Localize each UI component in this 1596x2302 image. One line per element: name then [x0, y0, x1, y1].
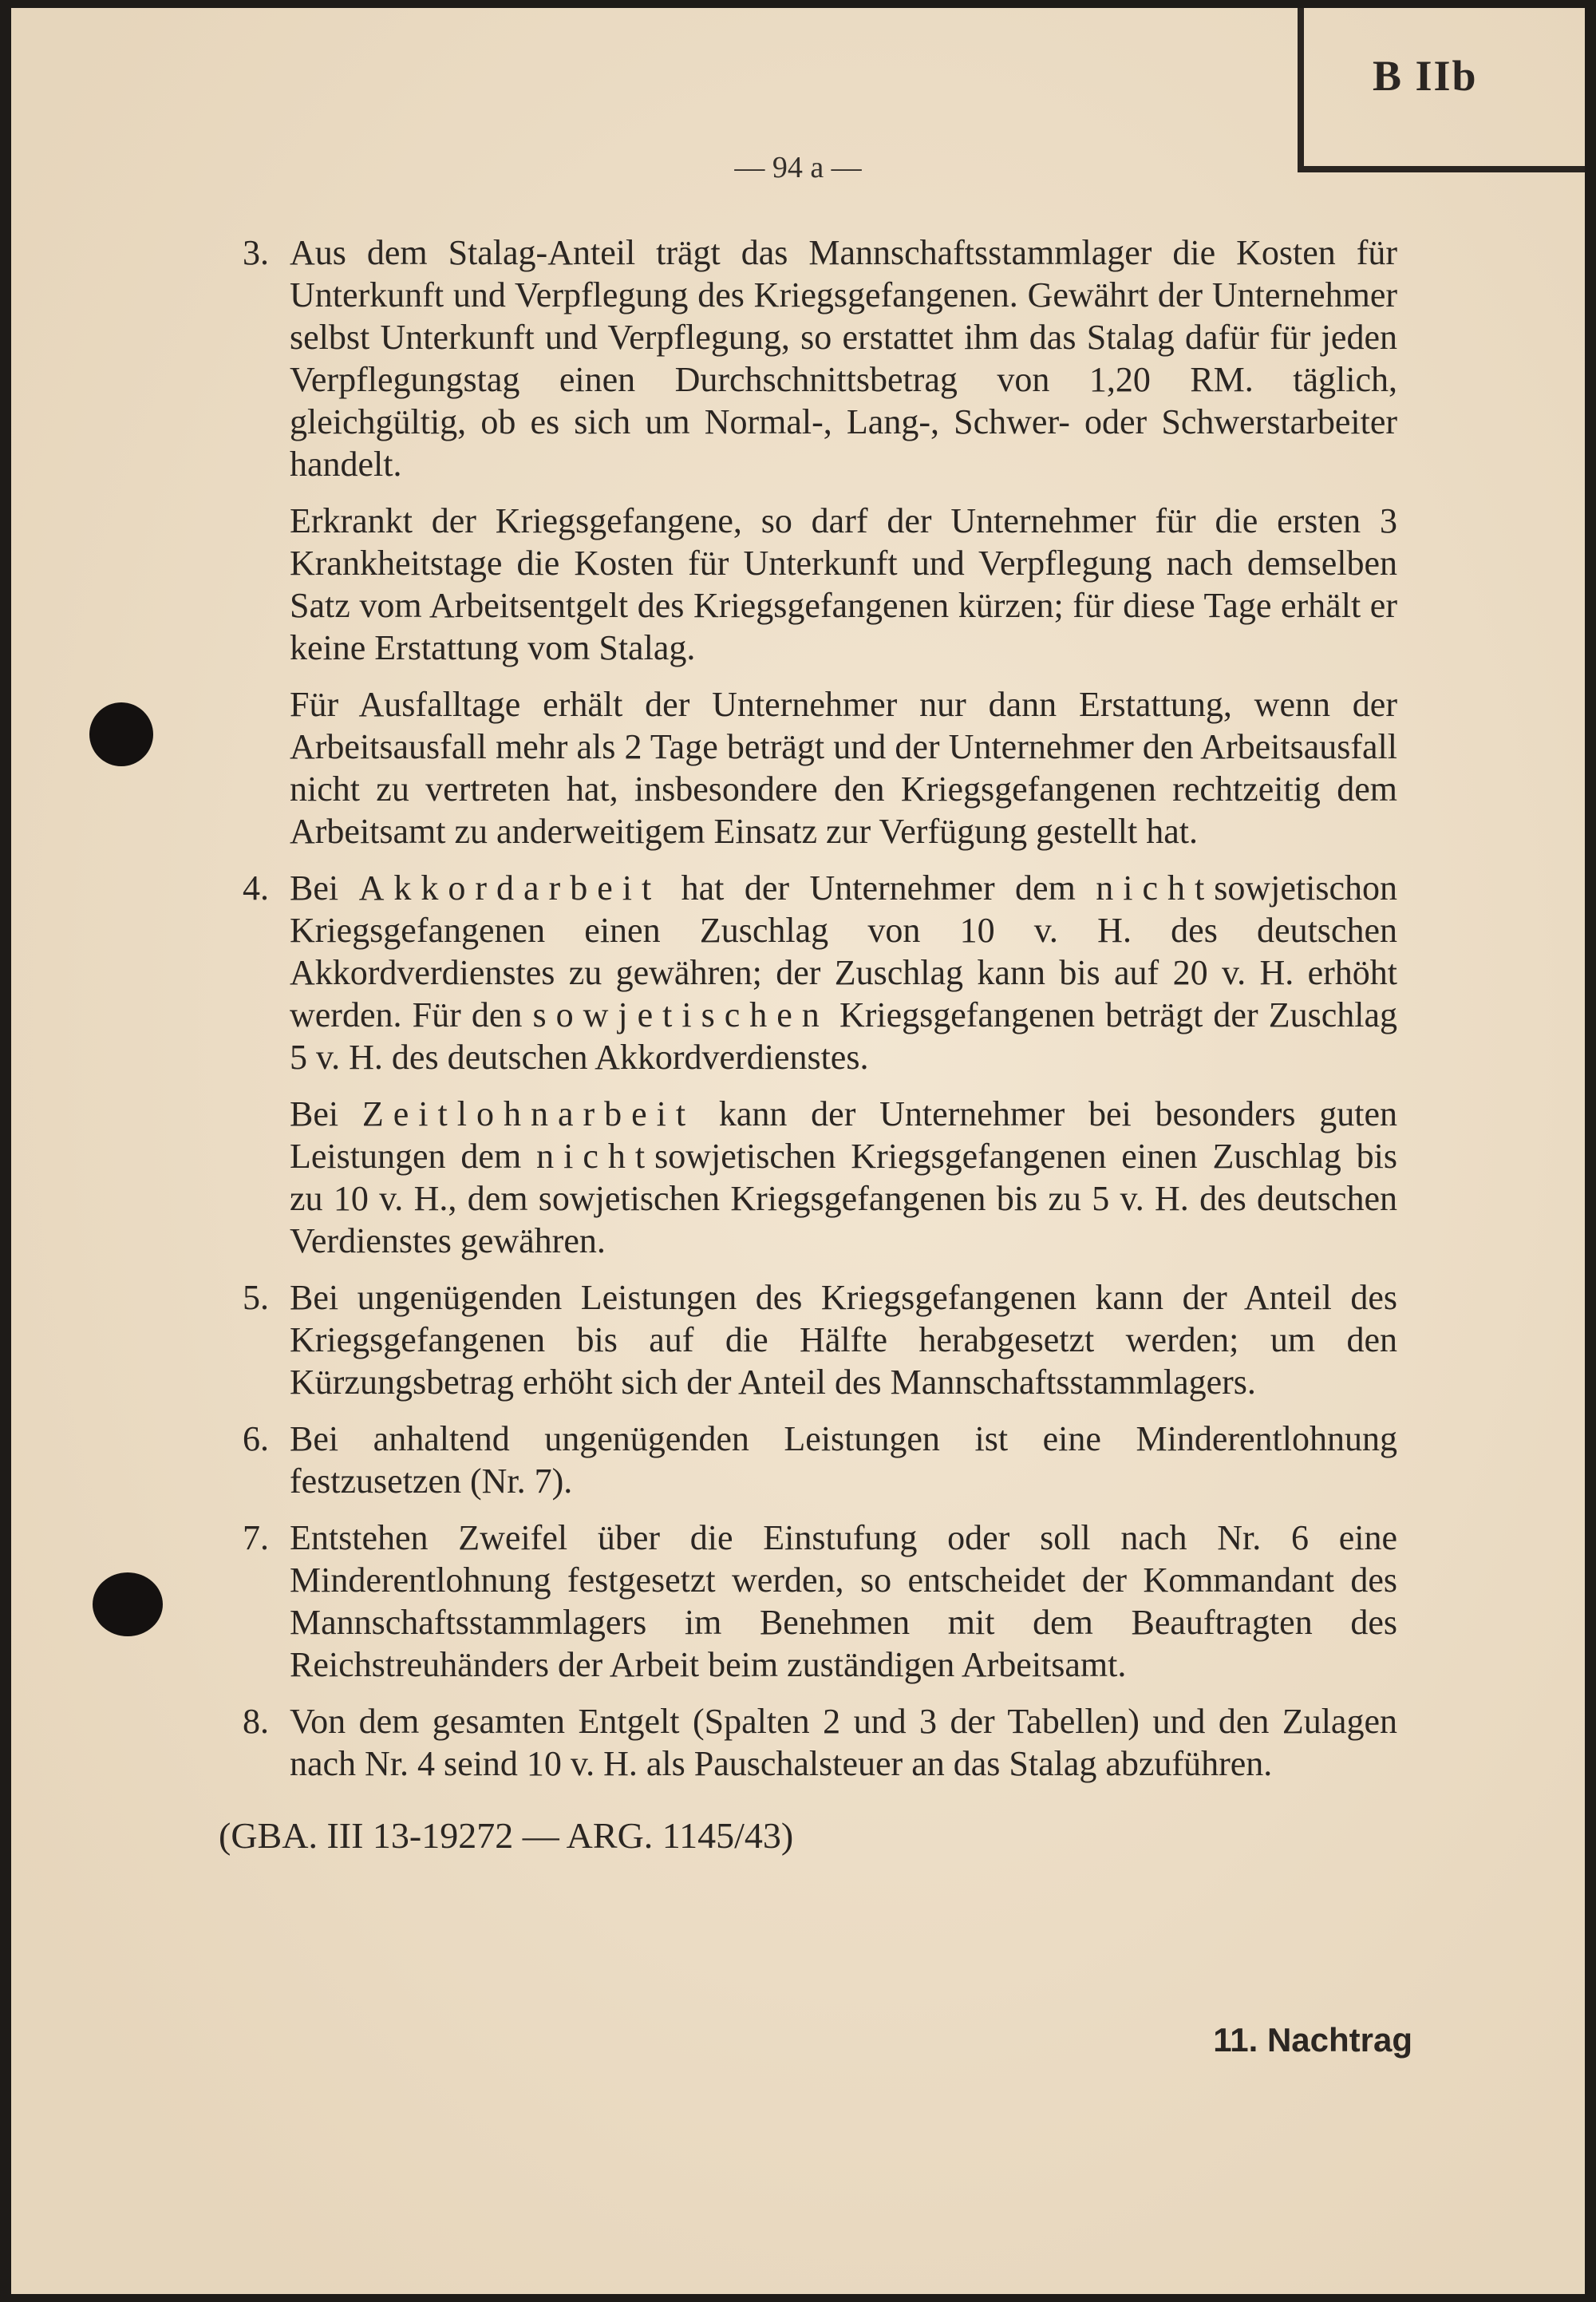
list-item-3 — [11, 231, 1397, 852]
source-reference: (GBA. III 13-19272 — ARG. 1145/43) — [219, 1815, 794, 1856]
item-number: 5. — [243, 1278, 269, 1317]
document-page — [11, 8, 1585, 2294]
text-run: Bei — [290, 1094, 339, 1133]
item-paragraph: Entstehen Zweifel über die Einstufung oder soll nach Nr. 6 eine Minderentlohnung festgesetzt werden, so entscheidet der Kommandant des Mannschaftsstammlagers im Benehmen mit dem Beauftragten des Reichstreuhänders der Arbeit beim zuständigen Arbeitsamt. — [290, 1518, 1397, 1684]
item-paragraph: Für Ausfalltage erhält der Unternehmer nur dann Erstattung, wenn der Arbeitsausfall mehr als 2 Tage beträgt und der Unternehmer den Arbeitsausfall nicht zu vertreten hat, insbesondere den Kriegsgefangenen rechtzeitig dem Arbeitsamt zu anderweitigem Einsatz zur Verfügung gestellt hat. — [290, 685, 1397, 851]
list-item-6 — [11, 1418, 1397, 1502]
item-paragraph: Bei anhaltend ungenügenden Leistungen ist eine Minderentlohnung festzusetzen (Nr. 7). — [290, 1419, 1397, 1501]
item-paragraph — [290, 1093, 1397, 1262]
spaced-term: nicht — [536, 1137, 655, 1176]
text-run: hat der Unternehmer dem — [681, 868, 1076, 908]
text-run: Kriegsgefangenen beträgt der Zuschlag 5 v. H. des deutschen Akkordverdienstes. — [290, 995, 1398, 1077]
list-item-5 — [11, 1276, 1397, 1403]
text-run: Bei — [290, 868, 339, 908]
page-number: — 94 a — — [734, 151, 862, 184]
item-number: 3. — [243, 233, 269, 272]
section-tab — [1298, 8, 1585, 172]
spaced-term: sowjetischen — [532, 995, 829, 1034]
item-paragraph: Erkrankt der Kriegsgefangene, so darf der Unternehmer für die ersten 3 Krankheitstage die Kosten für Unterkunft und Verpflegung nach demselben Satz vom Arbeitsentgelt des Kriegsgefangenen kürzen; für diese Tage erhält er keine Erstattung vom Stalag. — [290, 501, 1397, 667]
text-run: sowjetischen Kriegsgefangenen einen Zuschlag bis zu 10 v. H., dem sowjetischen Kriegsgefangenen bis zu 5 v. H. des deutschen Verdienstes gewähren. — [290, 1137, 1398, 1260]
list-item-4 — [11, 867, 1397, 1262]
text-run: sowjetischon Kriegsgefangenen einen Zuschlag von 10 v. H. des deutschen Akkordverdienstes zu gewähren; der Zuschlag kann bis auf 20 v. H. erhöht werden. Für den — [290, 868, 1398, 1034]
spaced-term: Zeitlohnarbeit — [361, 1094, 696, 1133]
item-paragraph: Aus dem Stalag-Anteil trägt das Mannschaftsstammlager die Kosten für Unterkunft und Verpflegung des Kriegsgefangenen. Gewährt der Unternehmer selbst Unterkunft und Verpflegung, so erstattet ihm das Stalag dafür für jeden Verpflegungstag einen Durchschnittsbetrag von 1,20 RM. täglich, gleichgültig, ob es sich um Normal-, Lang-, Schwer- oder Schwerstarbeiter handelt. — [290, 233, 1397, 484]
item-paragraph: Von dem gesamten Entgelt (Spalten 2 und 3 der Tabellen) und den Zulagen nach Nr. 4 seind 10 v. H. als Pauschalsteuer an das Stalag abzuführen. — [290, 1702, 1397, 1783]
list-item-8 — [11, 1700, 1397, 1785]
document-body — [11, 231, 1585, 1799]
item-paragraph — [290, 867, 1397, 1078]
item-number: 4. — [243, 868, 269, 908]
section-tab-label: B IIb — [1373, 52, 1478, 100]
supplement-label: 11. Nachtrag — [1213, 2021, 1412, 2059]
spaced-term: nicht — [1096, 868, 1215, 908]
item-paragraph: Bei ungenügenden Leistungen des Kriegsgefangenen kann der Anteil des Kriegsgefangenen bis auf die Hälfte herabgesetzt werden; um den Kürzungsbetrag erhöht sich der Anteil des Mannschaftsstammlagers. — [290, 1278, 1397, 1402]
item-number: 7. — [243, 1518, 269, 1557]
item-number: 8. — [243, 1702, 269, 1741]
text-run: kann der Unternehmer bei besonders guten Leistungen dem — [290, 1094, 1398, 1176]
list-item-7 — [11, 1517, 1397, 1686]
spaced-term: Akkordarbeit — [358, 868, 662, 908]
item-number: 6. — [243, 1419, 269, 1458]
